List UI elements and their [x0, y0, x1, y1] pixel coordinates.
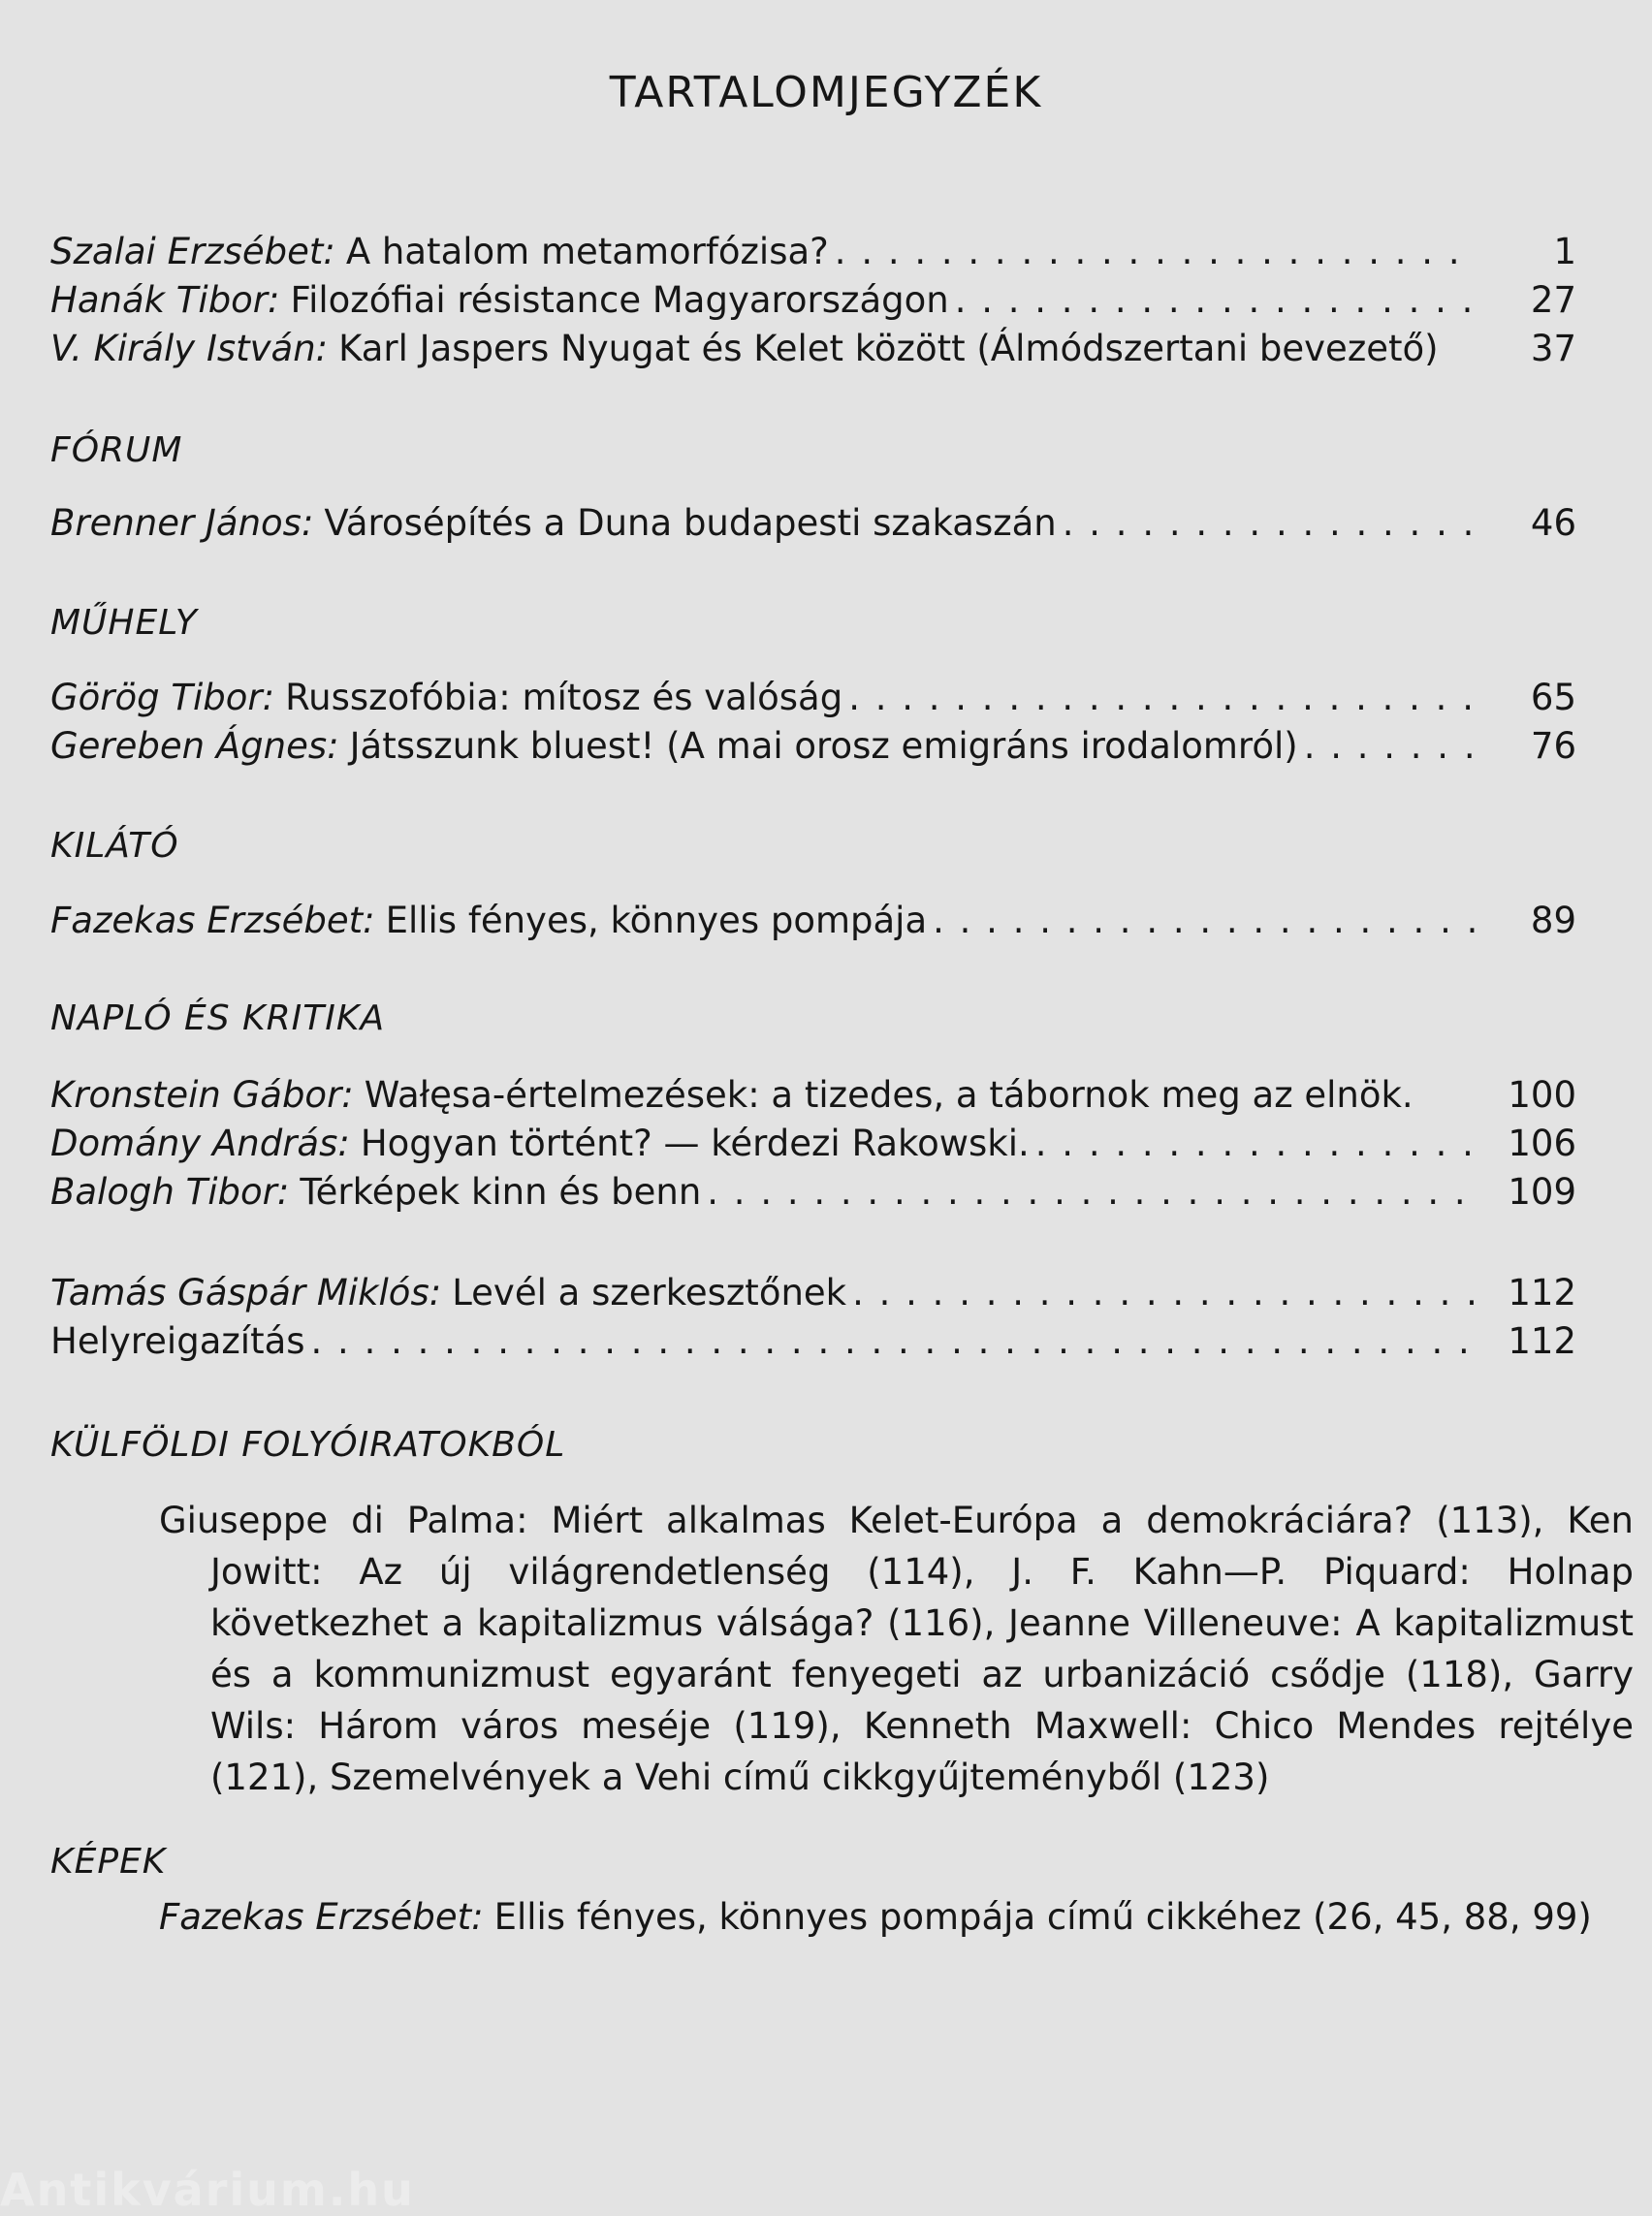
entry-author: Balogh Tibor: [50, 1171, 290, 1213]
section-heading-naplo: NAPLÓ ÉS KRITIKA [50, 998, 386, 1038]
entry-author: Szalai Erzsébet: [50, 231, 335, 272]
leader-dots [842, 673, 1475, 723]
leader-dots [1298, 721, 1475, 772]
leader-dots [949, 275, 1475, 326]
entry-page: 76 [1530, 725, 1576, 767]
entry-title: Wałęsa-értelmezések: a tizedes, a tábornok meg az elnök. [364, 1074, 1414, 1116]
entry-page: 65 [1530, 677, 1576, 718]
leader-dots [701, 1167, 1475, 1218]
entry-page: 89 [1530, 900, 1576, 941]
section-heading-kilato: KILÁTÓ [50, 826, 179, 866]
toc-entry [50, 227, 1576, 277]
entry-page: 37 [1530, 328, 1576, 369]
entry-page: 112 [1508, 1320, 1576, 1362]
entry-title: Játsszunk bluest! (A mai orosz emigráns irodalomról) [349, 725, 1298, 767]
leader-dots [846, 1268, 1475, 1318]
entry-page: 27 [1530, 279, 1576, 321]
section-heading-kulfoldi: KÜLFÖLDI FOLYÓIRATOKBÓL [50, 1425, 566, 1465]
leader-dots [1030, 1119, 1475, 1169]
entry-title: Városépítés a Duna budapesti szakaszán [324, 502, 1057, 544]
entry-title: Ellis fényes, könnyes pompája [385, 900, 928, 941]
images-entry [159, 1892, 1592, 1943]
foreign-journals-paragraph: Giuseppe di Palma: Miért alkalmas Kelet-Európa a demokráciára? (113), Ken Jowitt: Az új világrendetlenség (114), J. F. Kahn—P. Piquard: Holnap következhet a kapitalizmus válsága? (116), Jeanne Villeneuve: A kapitalizmust és a kommunizmust egyaránt fenyegeti az urbanizáció csődje (118), Garry Wils: Három város meséje (119), Kenneth Maxwell: Chico Mendes rejtélye (121), Szemelvények a Vehi című cikkgyűjteményből (123) [159, 1500, 1634, 1798]
entry-page: 106 [1508, 1123, 1576, 1164]
toc-entry [50, 324, 1576, 374]
section-heading-kepek: KÉPEK [50, 1842, 167, 1882]
toc-entry [50, 1316, 1576, 1367]
toc-entry [50, 673, 1576, 723]
entry-title: Hogyan történt? — kérdezi Rakowski. [360, 1123, 1030, 1164]
entry-title: A hatalom metamorfózisa? [345, 231, 829, 272]
entry-page: 112 [1508, 1272, 1576, 1314]
entry-title: Helyreigazítás [50, 1320, 305, 1362]
leader-dots [1057, 498, 1475, 549]
entry-page: 1 [1553, 231, 1576, 272]
entry-title: Filozófiai résistance Magyarországon [290, 279, 949, 321]
entry-author: Brenner János: [50, 502, 314, 544]
toc-entry [50, 721, 1576, 772]
entry-title: Térképek kinn és benn [300, 1171, 702, 1213]
toc-entry [50, 1268, 1576, 1318]
toc-entry [50, 275, 1576, 326]
toc-entry [50, 896, 1576, 946]
entry-author: Domány András: [50, 1123, 350, 1164]
leader-dots [829, 227, 1475, 277]
toc-entry [50, 1119, 1576, 1169]
entry-author: Gereben Ágnes: [50, 725, 339, 767]
entry-author: V. Király István: [50, 328, 329, 369]
section-heading-muhely: MŰHELY [50, 603, 198, 643]
entry-title: Ellis fényes, könnyes pompája című cikkéhez (26, 45, 88, 99) [493, 1896, 1592, 1938]
entry-author: Fazekas Erzsébet: [159, 1896, 484, 1938]
entry-author: Kronstein Gábor: [50, 1074, 354, 1116]
watermark: Antikvárium.hu [0, 2164, 415, 2216]
entry-author: Fazekas Erzsébet: [50, 900, 375, 941]
entry-author: Tamás Gáspár Miklós: [50, 1272, 442, 1314]
toc-entry [50, 1070, 1576, 1121]
toc-entry [50, 498, 1576, 549]
page-title: TARTALOMJEGYZÉK [609, 68, 1043, 117]
entry-page: 100 [1508, 1074, 1576, 1116]
section-heading-forum: FÓRUM [50, 430, 183, 470]
entry-page: 109 [1508, 1171, 1576, 1213]
entry-page: 46 [1530, 502, 1576, 544]
leader-dots [305, 1316, 1475, 1367]
leader-dots [927, 896, 1475, 946]
toc-entry [50, 1167, 1576, 1218]
entry-author: Görög Tibor: [50, 677, 275, 718]
entry-author: Hanák Tibor: [50, 279, 280, 321]
entry-title: Russzofóbia: mítosz és valóság [285, 677, 843, 718]
entry-title: Levél a szerkesztőnek [452, 1272, 847, 1314]
entry-title: Karl Jaspers Nyugat és Kelet között (Álmódszertani bevezető) [338, 328, 1439, 369]
